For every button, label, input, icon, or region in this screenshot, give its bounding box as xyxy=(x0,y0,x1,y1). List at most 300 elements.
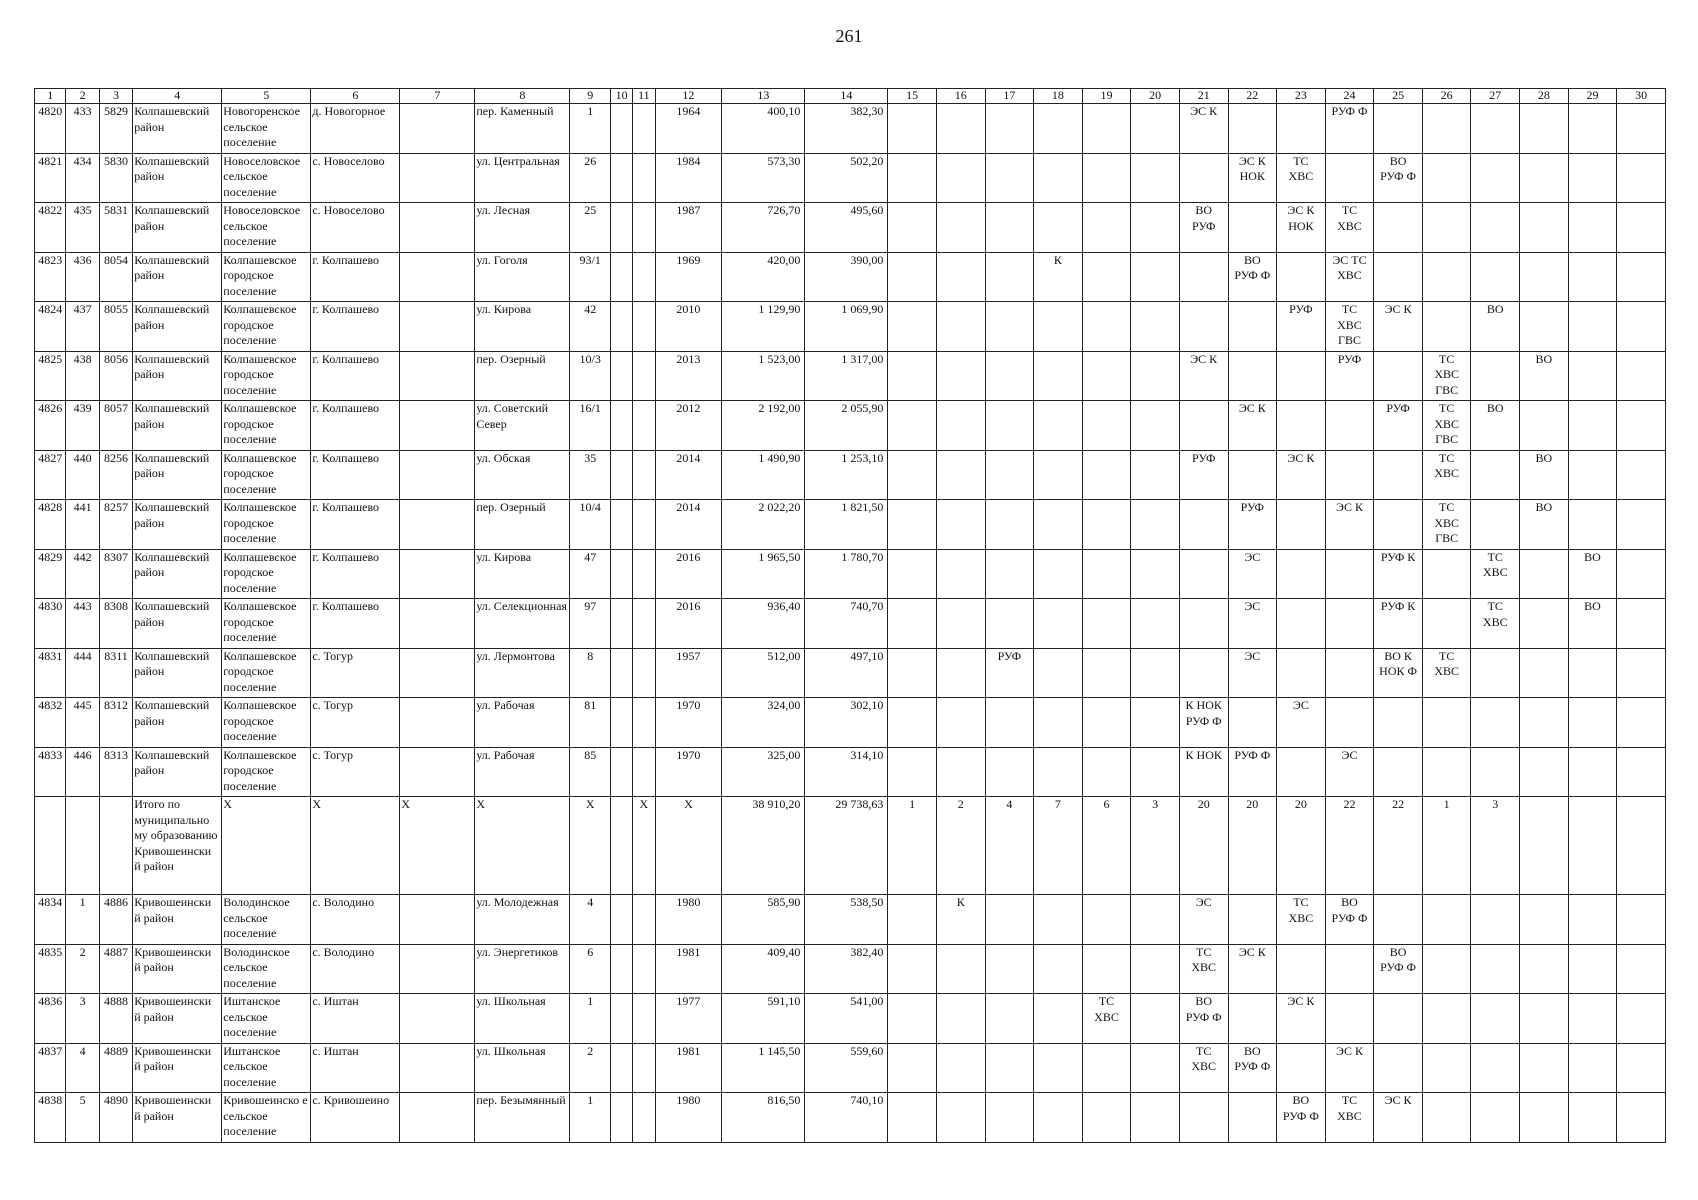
cell-col-28 xyxy=(1520,747,1569,797)
cell-col-19: 6 xyxy=(1082,797,1131,895)
cell-col-10 xyxy=(610,1093,632,1143)
cell-col-20 xyxy=(1131,153,1180,203)
cell-col-30 xyxy=(1617,351,1666,401)
cell-col-24: 22 xyxy=(1325,797,1374,895)
cell-col-29 xyxy=(1568,1043,1617,1093)
cell-col-25: ЭС К xyxy=(1374,1093,1423,1143)
cell-col-28 xyxy=(1520,549,1569,599)
cell-col-15 xyxy=(888,1043,937,1093)
cell-col-23 xyxy=(1277,648,1326,698)
cell-col-3: 8256 xyxy=(99,450,132,500)
cell-col-25 xyxy=(1374,104,1423,154)
cell-col-28 xyxy=(1520,599,1569,649)
cell-col-20 xyxy=(1131,500,1180,550)
cell-col-8: ул. Школьная xyxy=(475,994,570,1044)
cell-col-25: 22 xyxy=(1374,797,1423,895)
cell-col-12: 1977 xyxy=(655,994,722,1044)
cell-col-15 xyxy=(888,1093,937,1143)
cell-col-1: 4827 xyxy=(35,450,66,500)
cell-col-10 xyxy=(610,549,632,599)
cell-col-17 xyxy=(985,895,1034,945)
cell-col-20 xyxy=(1131,944,1180,994)
cell-col-8: пер. Безымянный xyxy=(475,1093,570,1143)
cell-col-29 xyxy=(1568,401,1617,451)
cell-col-25: ВО РУФ Ф xyxy=(1374,153,1423,203)
column-header-5: 5 xyxy=(222,89,311,104)
cell-col-23: ЭС К xyxy=(1277,994,1326,1044)
cell-col-1: 4824 xyxy=(35,302,66,352)
cell-col-20 xyxy=(1131,747,1180,797)
cell-col-8: пер. Озерный xyxy=(475,351,570,401)
cell-col-11 xyxy=(633,302,655,352)
cell-col-10 xyxy=(610,153,632,203)
cell-col-28 xyxy=(1520,153,1569,203)
cell-col-17 xyxy=(985,104,1034,154)
total-row xyxy=(35,797,1666,895)
cell-col-24: ВО РУФ Ф xyxy=(1325,895,1374,945)
cell-col-14: 495,60 xyxy=(805,203,888,253)
cell-col-14: 497,10 xyxy=(805,648,888,698)
cell-col-28 xyxy=(1520,797,1569,895)
table-row xyxy=(35,1093,1666,1143)
cell-col-19 xyxy=(1082,895,1131,945)
cell-col-20 xyxy=(1131,648,1180,698)
cell-col-13: 585,90 xyxy=(722,895,805,945)
cell-col-30 xyxy=(1617,944,1666,994)
cell-col-14: 1 253,10 xyxy=(805,450,888,500)
cell-col-17 xyxy=(985,351,1034,401)
cell-col-28 xyxy=(1520,203,1569,253)
cell-col-25 xyxy=(1374,252,1423,302)
cell-col-7 xyxy=(400,203,475,253)
cell-col-30 xyxy=(1617,401,1666,451)
cell-col-24: РУФ xyxy=(1325,351,1374,401)
cell-col-21 xyxy=(1179,648,1228,698)
cell-col-24: ЭС ТС ХВС xyxy=(1325,252,1374,302)
cell-col-6: г. Колпашево xyxy=(311,500,400,550)
cell-col-17 xyxy=(985,302,1034,352)
cell-col-24: ЭС К xyxy=(1325,1043,1374,1093)
cell-col-3: 4886 xyxy=(99,895,132,945)
cell-col-2: 438 xyxy=(66,351,99,401)
cell-col-1: 4831 xyxy=(35,648,66,698)
cell-col-26 xyxy=(1422,252,1471,302)
cell-col-21 xyxy=(1179,401,1228,451)
cell-col-26 xyxy=(1422,104,1471,154)
cell-col-13: 2 192,00 xyxy=(722,401,805,451)
cell-col-4: Колпашевский район xyxy=(133,450,222,500)
cell-col-29 xyxy=(1568,500,1617,550)
cell-col-6: с. Тогур xyxy=(311,648,400,698)
table-row xyxy=(35,203,1666,253)
cell-col-6: г. Колпашево xyxy=(311,351,400,401)
cell-col-17 xyxy=(985,1043,1034,1093)
cell-col-30 xyxy=(1617,549,1666,599)
cell-col-27 xyxy=(1471,252,1520,302)
cell-col-16: К xyxy=(936,895,985,945)
cell-col-10 xyxy=(610,450,632,500)
cell-col-28: ВО xyxy=(1520,351,1569,401)
cell-col-30 xyxy=(1617,599,1666,649)
cell-col-5: Иштанское сельское поселение xyxy=(222,994,311,1044)
cell-col-20 xyxy=(1131,599,1180,649)
cell-col-22 xyxy=(1228,203,1277,253)
cell-col-7 xyxy=(400,599,475,649)
cell-col-19 xyxy=(1082,698,1131,748)
cell-col-11 xyxy=(633,944,655,994)
cell-col-21 xyxy=(1179,252,1228,302)
cell-col-29 xyxy=(1568,104,1617,154)
cell-col-23 xyxy=(1277,104,1326,154)
cell-col-4: Колпашевский район xyxy=(133,203,222,253)
cell-col-16 xyxy=(936,351,985,401)
cell-col-25: РУФ xyxy=(1374,401,1423,451)
cell-col-6: г. Колпашево xyxy=(311,401,400,451)
cell-col-13: 816,50 xyxy=(722,1093,805,1143)
cell-col-3: 4888 xyxy=(99,994,132,1044)
cell-col-12: 1957 xyxy=(655,648,722,698)
cell-col-12: 2012 xyxy=(655,401,722,451)
cell-col-6: г. Колпашево xyxy=(311,302,400,352)
cell-col-5: Колпашевское городское поселение xyxy=(222,648,311,698)
cell-col-7 xyxy=(400,648,475,698)
cell-col-9: Х xyxy=(570,797,610,895)
cell-col-22: ЭС xyxy=(1228,599,1277,649)
cell-col-13: 409,40 xyxy=(722,944,805,994)
cell-col-30 xyxy=(1617,252,1666,302)
cell-col-11 xyxy=(633,1043,655,1093)
cell-col-21: РУФ xyxy=(1179,450,1228,500)
cell-col-20 xyxy=(1131,698,1180,748)
cell-col-23 xyxy=(1277,401,1326,451)
cell-col-1: 4826 xyxy=(35,401,66,451)
cell-col-22 xyxy=(1228,302,1277,352)
column-header-16: 16 xyxy=(936,89,985,104)
cell-col-11 xyxy=(633,599,655,649)
cell-col-2: 437 xyxy=(66,302,99,352)
column-header-26: 26 xyxy=(1422,89,1471,104)
column-header-28: 28 xyxy=(1520,89,1569,104)
cell-col-21 xyxy=(1179,500,1228,550)
cell-col-25: ВО К НОК Ф xyxy=(1374,648,1423,698)
cell-col-24: РУФ Ф xyxy=(1325,104,1374,154)
cell-col-7 xyxy=(400,252,475,302)
cell-col-27 xyxy=(1471,698,1520,748)
cell-col-9: 26 xyxy=(570,153,610,203)
cell-col-15 xyxy=(888,500,937,550)
cell-col-1: 4837 xyxy=(35,1043,66,1093)
cell-col-9: 47 xyxy=(570,549,610,599)
cell-col-16 xyxy=(936,549,985,599)
cell-col-7 xyxy=(400,351,475,401)
cell-col-17 xyxy=(985,599,1034,649)
cell-col-7 xyxy=(400,747,475,797)
column-header-21: 21 xyxy=(1179,89,1228,104)
cell-col-10 xyxy=(610,252,632,302)
cell-col-9: 16/1 xyxy=(570,401,610,451)
cell-col-9: 25 xyxy=(570,203,610,253)
cell-col-7 xyxy=(400,302,475,352)
page-number: 261 xyxy=(835,26,863,46)
cell-col-16 xyxy=(936,450,985,500)
cell-col-8: ул. Энергетиков xyxy=(475,944,570,994)
cell-col-14: 29 738,63 xyxy=(805,797,888,895)
cell-col-27 xyxy=(1471,203,1520,253)
cell-col-28: ВО xyxy=(1520,500,1569,550)
cell-col-29 xyxy=(1568,302,1617,352)
cell-col-20 xyxy=(1131,203,1180,253)
cell-col-22 xyxy=(1228,351,1277,401)
cell-col-20 xyxy=(1131,351,1180,401)
cell-col-13: 936,40 xyxy=(722,599,805,649)
cell-col-7 xyxy=(400,104,475,154)
cell-col-19 xyxy=(1082,252,1131,302)
cell-col-28 xyxy=(1520,252,1569,302)
cell-col-2: 445 xyxy=(66,698,99,748)
cell-col-22: РУФ Ф xyxy=(1228,747,1277,797)
cell-col-10 xyxy=(610,401,632,451)
cell-col-19 xyxy=(1082,104,1131,154)
cell-col-8: ул. Лермонтова xyxy=(475,648,570,698)
cell-col-12: 1964 xyxy=(655,104,722,154)
cell-col-11 xyxy=(633,994,655,1044)
cell-col-15: 1 xyxy=(888,797,937,895)
table-row xyxy=(35,252,1666,302)
cell-col-12: 1981 xyxy=(655,1043,722,1093)
cell-col-18 xyxy=(1034,351,1083,401)
cell-col-29 xyxy=(1568,994,1617,1044)
cell-col-15 xyxy=(888,450,937,500)
cell-col-14: 382,30 xyxy=(805,104,888,154)
cell-col-6: с. Володино xyxy=(311,895,400,945)
cell-col-19 xyxy=(1082,153,1131,203)
cell-col-18 xyxy=(1034,153,1083,203)
cell-col-14: 1 317,00 xyxy=(805,351,888,401)
cell-col-16 xyxy=(936,599,985,649)
cell-col-10 xyxy=(610,747,632,797)
cell-col-21 xyxy=(1179,549,1228,599)
cell-col-20 xyxy=(1131,401,1180,451)
cell-col-16 xyxy=(936,747,985,797)
cell-col-3 xyxy=(99,797,132,895)
cell-col-26: ТС ХВС ГВС xyxy=(1422,401,1471,451)
table-row xyxy=(35,698,1666,748)
cell-col-11 xyxy=(633,698,655,748)
cell-col-8: ул. Центральная xyxy=(475,153,570,203)
cell-col-25: ВО РУФ Ф xyxy=(1374,944,1423,994)
cell-col-9: 1 xyxy=(570,1093,610,1143)
table-row xyxy=(35,104,1666,154)
cell-col-26 xyxy=(1422,153,1471,203)
cell-col-3: 8308 xyxy=(99,599,132,649)
cell-col-2: 443 xyxy=(66,599,99,649)
cell-col-4: Колпашевский район xyxy=(133,648,222,698)
cell-col-10 xyxy=(610,648,632,698)
cell-col-27 xyxy=(1471,351,1520,401)
cell-col-15 xyxy=(888,944,937,994)
cell-col-21: ЭС К xyxy=(1179,351,1228,401)
cell-col-13: 38 910,20 xyxy=(722,797,805,895)
cell-col-11 xyxy=(633,500,655,550)
cell-col-26 xyxy=(1422,747,1471,797)
cell-col-30 xyxy=(1617,104,1666,154)
cell-col-3: 8055 xyxy=(99,302,132,352)
cell-col-7 xyxy=(400,401,475,451)
table-row xyxy=(35,895,1666,945)
cell-col-23: ТС ХВС xyxy=(1277,895,1326,945)
cell-col-4: Колпашевский район xyxy=(133,698,222,748)
cell-col-9: 35 xyxy=(570,450,610,500)
cell-col-6: с. Кривошеино xyxy=(311,1093,400,1143)
cell-col-18 xyxy=(1034,1093,1083,1143)
cell-col-1: 4829 xyxy=(35,549,66,599)
cell-col-3: 8056 xyxy=(99,351,132,401)
cell-col-30 xyxy=(1617,203,1666,253)
column-header-20: 20 xyxy=(1131,89,1180,104)
cell-col-11 xyxy=(633,895,655,945)
cell-col-26 xyxy=(1422,549,1471,599)
cell-col-9: 8 xyxy=(570,648,610,698)
cell-col-22: ЭС К xyxy=(1228,944,1277,994)
cell-col-8: ул. Гоголя xyxy=(475,252,570,302)
table-row xyxy=(35,401,1666,451)
cell-col-21 xyxy=(1179,1093,1228,1143)
cell-col-23 xyxy=(1277,549,1326,599)
cell-col-23 xyxy=(1277,1043,1326,1093)
cell-col-27 xyxy=(1471,450,1520,500)
cell-col-11 xyxy=(633,747,655,797)
cell-col-28 xyxy=(1520,401,1569,451)
cell-col-9: 1 xyxy=(570,994,610,1044)
cell-col-29 xyxy=(1568,450,1617,500)
cell-col-26: ТС ХВС xyxy=(1422,648,1471,698)
cell-col-5: Новоселовское сельское поселение xyxy=(222,153,311,203)
cell-col-20 xyxy=(1131,549,1180,599)
cell-col-26: 1 xyxy=(1422,797,1471,895)
column-header-11: 11 xyxy=(633,89,655,104)
cell-col-26: ТС ХВС xyxy=(1422,450,1471,500)
cell-col-18 xyxy=(1034,203,1083,253)
cell-col-3: 4890 xyxy=(99,1093,132,1143)
cell-col-5: Володинское сельское поселение xyxy=(222,944,311,994)
cell-col-24: ТС ХВС xyxy=(1325,203,1374,253)
cell-col-24: ЭС К xyxy=(1325,500,1374,550)
cell-col-13: 400,10 xyxy=(722,104,805,154)
cell-col-27 xyxy=(1471,104,1520,154)
cell-col-9: 4 xyxy=(570,895,610,945)
table-row xyxy=(35,153,1666,203)
cell-col-29 xyxy=(1568,797,1617,895)
cell-col-14: 740,70 xyxy=(805,599,888,649)
cell-col-25 xyxy=(1374,203,1423,253)
cell-col-27 xyxy=(1471,895,1520,945)
column-header-17: 17 xyxy=(985,89,1034,104)
cell-col-22: ЭС xyxy=(1228,648,1277,698)
cell-col-4: Итого по муниципально му образованию Кривошеински й район xyxy=(133,797,222,895)
cell-col-28: ВО xyxy=(1520,450,1569,500)
cell-col-19 xyxy=(1082,500,1131,550)
cell-col-9: 97 xyxy=(570,599,610,649)
cell-col-21: К НОК xyxy=(1179,747,1228,797)
cell-col-24 xyxy=(1325,944,1374,994)
cell-col-17 xyxy=(985,1093,1034,1143)
cell-col-28 xyxy=(1520,1093,1569,1143)
cell-col-2: 2 xyxy=(66,944,99,994)
cell-col-17 xyxy=(985,994,1034,1044)
cell-col-5: Х xyxy=(222,797,311,895)
cell-col-25 xyxy=(1374,895,1423,945)
cell-col-5: Новоселовское сельское поселение xyxy=(222,203,311,253)
cell-col-4: Колпашевский район xyxy=(133,747,222,797)
cell-col-11 xyxy=(633,203,655,253)
cell-col-2: 444 xyxy=(66,648,99,698)
cell-col-16 xyxy=(936,500,985,550)
cell-col-22: ЭС К xyxy=(1228,401,1277,451)
column-header-15: 15 xyxy=(888,89,937,104)
cell-col-18: 7 xyxy=(1034,797,1083,895)
cell-col-6: г. Колпашево xyxy=(311,252,400,302)
cell-col-1: 4825 xyxy=(35,351,66,401)
column-header-8: 8 xyxy=(475,89,570,104)
cell-col-8: пер. Каменный xyxy=(475,104,570,154)
column-header-2: 2 xyxy=(66,89,99,104)
cell-col-18 xyxy=(1034,698,1083,748)
cell-col-15 xyxy=(888,549,937,599)
cell-col-21: К НОК РУФ Ф xyxy=(1179,698,1228,748)
cell-col-6: д. Новогорное xyxy=(311,104,400,154)
cell-col-6: с. Тогур xyxy=(311,747,400,797)
cell-col-18 xyxy=(1034,450,1083,500)
cell-col-21: ТС ХВС xyxy=(1179,944,1228,994)
cell-col-2: 4 xyxy=(66,1043,99,1093)
cell-col-29 xyxy=(1568,153,1617,203)
cell-col-18 xyxy=(1034,549,1083,599)
cell-col-1 xyxy=(35,797,66,895)
cell-col-17 xyxy=(985,549,1034,599)
cell-col-10 xyxy=(610,1043,632,1093)
cell-col-6: с. Новоселово xyxy=(311,203,400,253)
cell-col-19 xyxy=(1082,1093,1131,1143)
column-header-22: 22 xyxy=(1228,89,1277,104)
cell-col-30 xyxy=(1617,698,1666,748)
cell-col-25 xyxy=(1374,500,1423,550)
cell-col-5: Колпашевское городское поселение xyxy=(222,450,311,500)
cell-col-2: 1 xyxy=(66,895,99,945)
cell-col-1: 4822 xyxy=(35,203,66,253)
cell-col-13: 325,00 xyxy=(722,747,805,797)
column-header-30: 30 xyxy=(1617,89,1666,104)
cell-col-25 xyxy=(1374,698,1423,748)
cell-col-7 xyxy=(400,500,475,550)
cell-col-2 xyxy=(66,797,99,895)
cell-col-22: ВО РУФ Ф xyxy=(1228,1043,1277,1093)
cell-col-3: 4889 xyxy=(99,1043,132,1093)
cell-col-4: Колпашевский район xyxy=(133,599,222,649)
cell-col-15 xyxy=(888,351,937,401)
cell-col-12: 1970 xyxy=(655,747,722,797)
cell-col-5: Колпашевское городское поселение xyxy=(222,549,311,599)
cell-col-27 xyxy=(1471,944,1520,994)
cell-col-20 xyxy=(1131,252,1180,302)
cell-col-3: 8312 xyxy=(99,698,132,748)
table-row xyxy=(35,747,1666,797)
cell-col-22 xyxy=(1228,450,1277,500)
cell-col-22 xyxy=(1228,104,1277,154)
cell-col-18 xyxy=(1034,1043,1083,1093)
cell-col-19 xyxy=(1082,944,1131,994)
cell-col-1: 4835 xyxy=(35,944,66,994)
cell-col-22 xyxy=(1228,1093,1277,1143)
